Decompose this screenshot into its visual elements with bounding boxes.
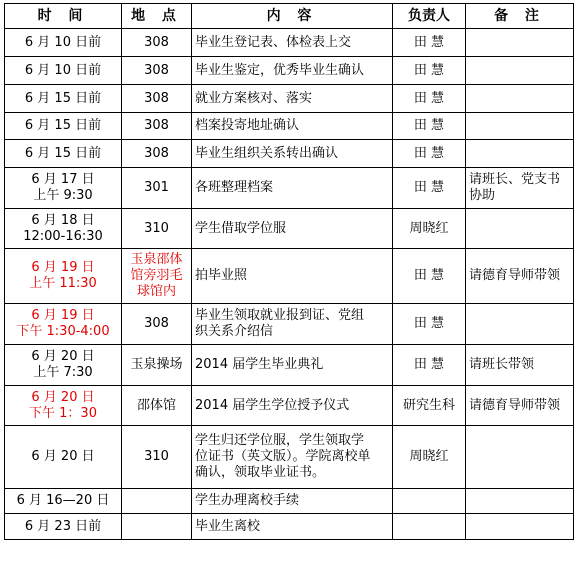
time-cell-line: 6 月 15 日前 (24, 118, 102, 133)
note-cell (466, 209, 574, 249)
time-cell-line: 6 月 10 日前 (24, 34, 102, 50)
time-cell (5, 304, 122, 345)
content-cell-line: 2014 届学生毕业典礼 (195, 357, 324, 372)
note-cell-line: 协助 (469, 188, 496, 203)
person-cell: 田 慧 (393, 249, 466, 304)
time-cell (5, 85, 122, 113)
content-cell (192, 113, 393, 140)
header-row (5, 4, 574, 29)
time-cell-line: 6 月 17 日 (31, 172, 95, 187)
place-cell (122, 304, 192, 345)
note-cell (466, 168, 574, 209)
time-cell (5, 57, 122, 85)
time-cell-line: 上午 9:30 (33, 188, 93, 203)
table-row (5, 29, 574, 57)
time-cell-line: 6 月 20 日 (31, 389, 95, 405)
content-cell-line: 毕业生离校 (195, 518, 261, 534)
table-row (5, 426, 574, 489)
person-cell: 研究生科 (393, 386, 466, 426)
content-cell-line: 学生借取学位服 (195, 220, 287, 236)
person-cell: 田 慧 (393, 168, 466, 209)
note-cell-line: 请班长、党支书 (469, 172, 561, 187)
place-cell-line: 馆旁羽毛 (130, 268, 183, 283)
header-place: 地 点 (122, 4, 192, 29)
place-cell-line: 308 (144, 145, 169, 161)
content-cell-line: 学生归还学位服，学生领取学 (195, 433, 365, 448)
place-cell (122, 426, 192, 489)
place-cell-line: 球馆内 (136, 284, 176, 299)
schedule-table (4, 3, 574, 540)
time-cell-line: 6 月 18 日 (31, 212, 95, 228)
note-cell (466, 113, 574, 140)
header-person: 负责人 (393, 4, 466, 29)
note-cell (466, 304, 574, 345)
note-cell (466, 140, 574, 168)
person-cell: 田 慧 (393, 140, 466, 168)
note-cell-line: 请班长带领 (469, 357, 535, 372)
note-cell (466, 386, 574, 426)
content-cell-line: 各班整理档案 (195, 180, 274, 195)
content-cell (192, 514, 393, 540)
place-cell (122, 249, 192, 304)
person-cell: 田 慧 (393, 85, 466, 113)
schedule-body (5, 29, 574, 540)
time-cell (5, 249, 122, 304)
place-cell-line: 308 (144, 62, 169, 78)
note-cell (466, 489, 574, 514)
person-cell: 田 慧 (393, 304, 466, 345)
time-cell-line: 12:00-16:30 (23, 228, 103, 244)
time-cell-line: 6 月 15 日前 (24, 145, 102, 161)
content-cell (192, 140, 393, 168)
time-cell (5, 29, 122, 57)
note-cell (466, 249, 574, 304)
note-cell (466, 426, 574, 489)
content-cell (192, 386, 393, 426)
time-cell-line: 6 月 19 日 (31, 260, 95, 275)
time-cell (5, 168, 122, 209)
time-cell (5, 386, 122, 426)
table-row (5, 140, 574, 168)
place-cell-line: 308 (144, 316, 169, 331)
content-cell (192, 57, 393, 85)
content-cell-line: 毕业生领取就业报到证、党组 (195, 308, 365, 323)
content-cell (192, 304, 393, 345)
table-row (5, 489, 574, 514)
time-cell-line: 6 月 10 日前 (24, 62, 102, 78)
person-cell: 周晓红 (393, 426, 466, 489)
person-cell: 田 慧 (393, 345, 466, 386)
table-row (5, 209, 574, 249)
place-cell (122, 85, 192, 113)
content-cell-line: 2014 届学生学位授予仪式 (195, 397, 350, 413)
content-cell-line: 拍毕业照 (195, 268, 248, 283)
content-cell-line: 毕业生鉴定，优秀毕业生确认 (195, 62, 365, 78)
content-cell (192, 29, 393, 57)
place-cell (122, 514, 192, 540)
content-cell-line: 毕业生组织关系转出确认 (195, 145, 339, 161)
time-cell-line: 6 月 20 日 (31, 449, 95, 464)
time-cell (5, 345, 122, 386)
content-cell-line: 位证书（英文版）。学院离校单 (195, 449, 371, 464)
note-cell-line: 请德育导师带领 (469, 397, 561, 413)
place-cell-line: 308 (144, 34, 169, 50)
content-cell (192, 209, 393, 249)
note-cell (466, 29, 574, 57)
place-cell-line: 310 (144, 220, 169, 236)
place-cell (122, 386, 192, 426)
content-cell (192, 345, 393, 386)
time-cell-line: 上午 7:30 (33, 365, 93, 380)
note-cell-line: 请德育导师带领 (469, 268, 561, 283)
content-cell-line: 毕业生登记表、体检表上交 (195, 34, 352, 50)
content-cell-line: 学生办理离校手续 (195, 493, 300, 508)
person-cell: 田 慧 (393, 113, 466, 140)
place-cell-line: 玉泉邵体 (130, 252, 183, 267)
table-row (5, 57, 574, 85)
time-cell-line: 6 月 15 日前 (24, 90, 102, 106)
person-cell (393, 514, 466, 540)
place-cell (122, 140, 192, 168)
person-cell: 田 慧 (393, 29, 466, 57)
content-cell-line: 就业方案核对、落实 (195, 90, 313, 106)
place-cell-line: 301 (144, 180, 169, 195)
person-cell: 周晓红 (393, 209, 466, 249)
header-note: 备 注 (466, 4, 574, 29)
place-cell (122, 57, 192, 85)
place-cell-line: 310 (144, 449, 169, 464)
table-row (5, 249, 574, 304)
place-cell (122, 209, 192, 249)
content-cell (192, 249, 393, 304)
place-cell-line: 308 (144, 118, 169, 133)
time-cell-line: 6 月 16—20 日 (16, 493, 110, 508)
content-cell (192, 426, 393, 489)
content-cell-line: 确认，领取毕业证书。 (195, 465, 326, 480)
time-cell (5, 514, 122, 540)
note-cell (466, 57, 574, 85)
time-cell (5, 209, 122, 249)
person-cell (393, 489, 466, 514)
note-cell (466, 514, 574, 540)
time-cell-line: 6 月 19 日 (31, 308, 95, 323)
table-row (5, 386, 574, 426)
place-cell (122, 345, 192, 386)
content-cell-line: 织关系介绍信 (195, 324, 274, 339)
table-row (5, 85, 574, 113)
content-cell (192, 489, 393, 514)
place-cell-line: 308 (144, 90, 169, 106)
header-time: 时 间 (5, 4, 122, 29)
place-cell (122, 489, 192, 514)
content-cell-line: 档案投寄地址确认 (195, 118, 300, 133)
place-cell-line: 邵体馆 (136, 397, 176, 413)
content-cell (192, 85, 393, 113)
time-cell (5, 489, 122, 514)
table-row (5, 113, 574, 140)
note-cell (466, 85, 574, 113)
time-cell (5, 426, 122, 489)
note-cell (466, 345, 574, 386)
header-content: 内 容 (192, 4, 393, 29)
place-cell-line: 玉泉操场 (130, 357, 183, 372)
table-row (5, 345, 574, 386)
time-cell-line: 上午 11:30 (29, 276, 97, 291)
person-cell: 田 慧 (393, 57, 466, 85)
time-cell (5, 140, 122, 168)
table-row (5, 304, 574, 345)
time-cell-line: 下午 1：30 (29, 405, 97, 421)
table-row (5, 168, 574, 209)
place-cell (122, 113, 192, 140)
table-row (5, 514, 574, 540)
time-cell-line: 6 月 23 日前 (24, 518, 102, 534)
content-cell (192, 168, 393, 209)
time-cell-line: 下午 1:30-4:00 (16, 324, 110, 339)
time-cell-line: 6 月 20 日 (31, 349, 95, 364)
place-cell (122, 29, 192, 57)
time-cell (5, 113, 122, 140)
place-cell (122, 168, 192, 209)
